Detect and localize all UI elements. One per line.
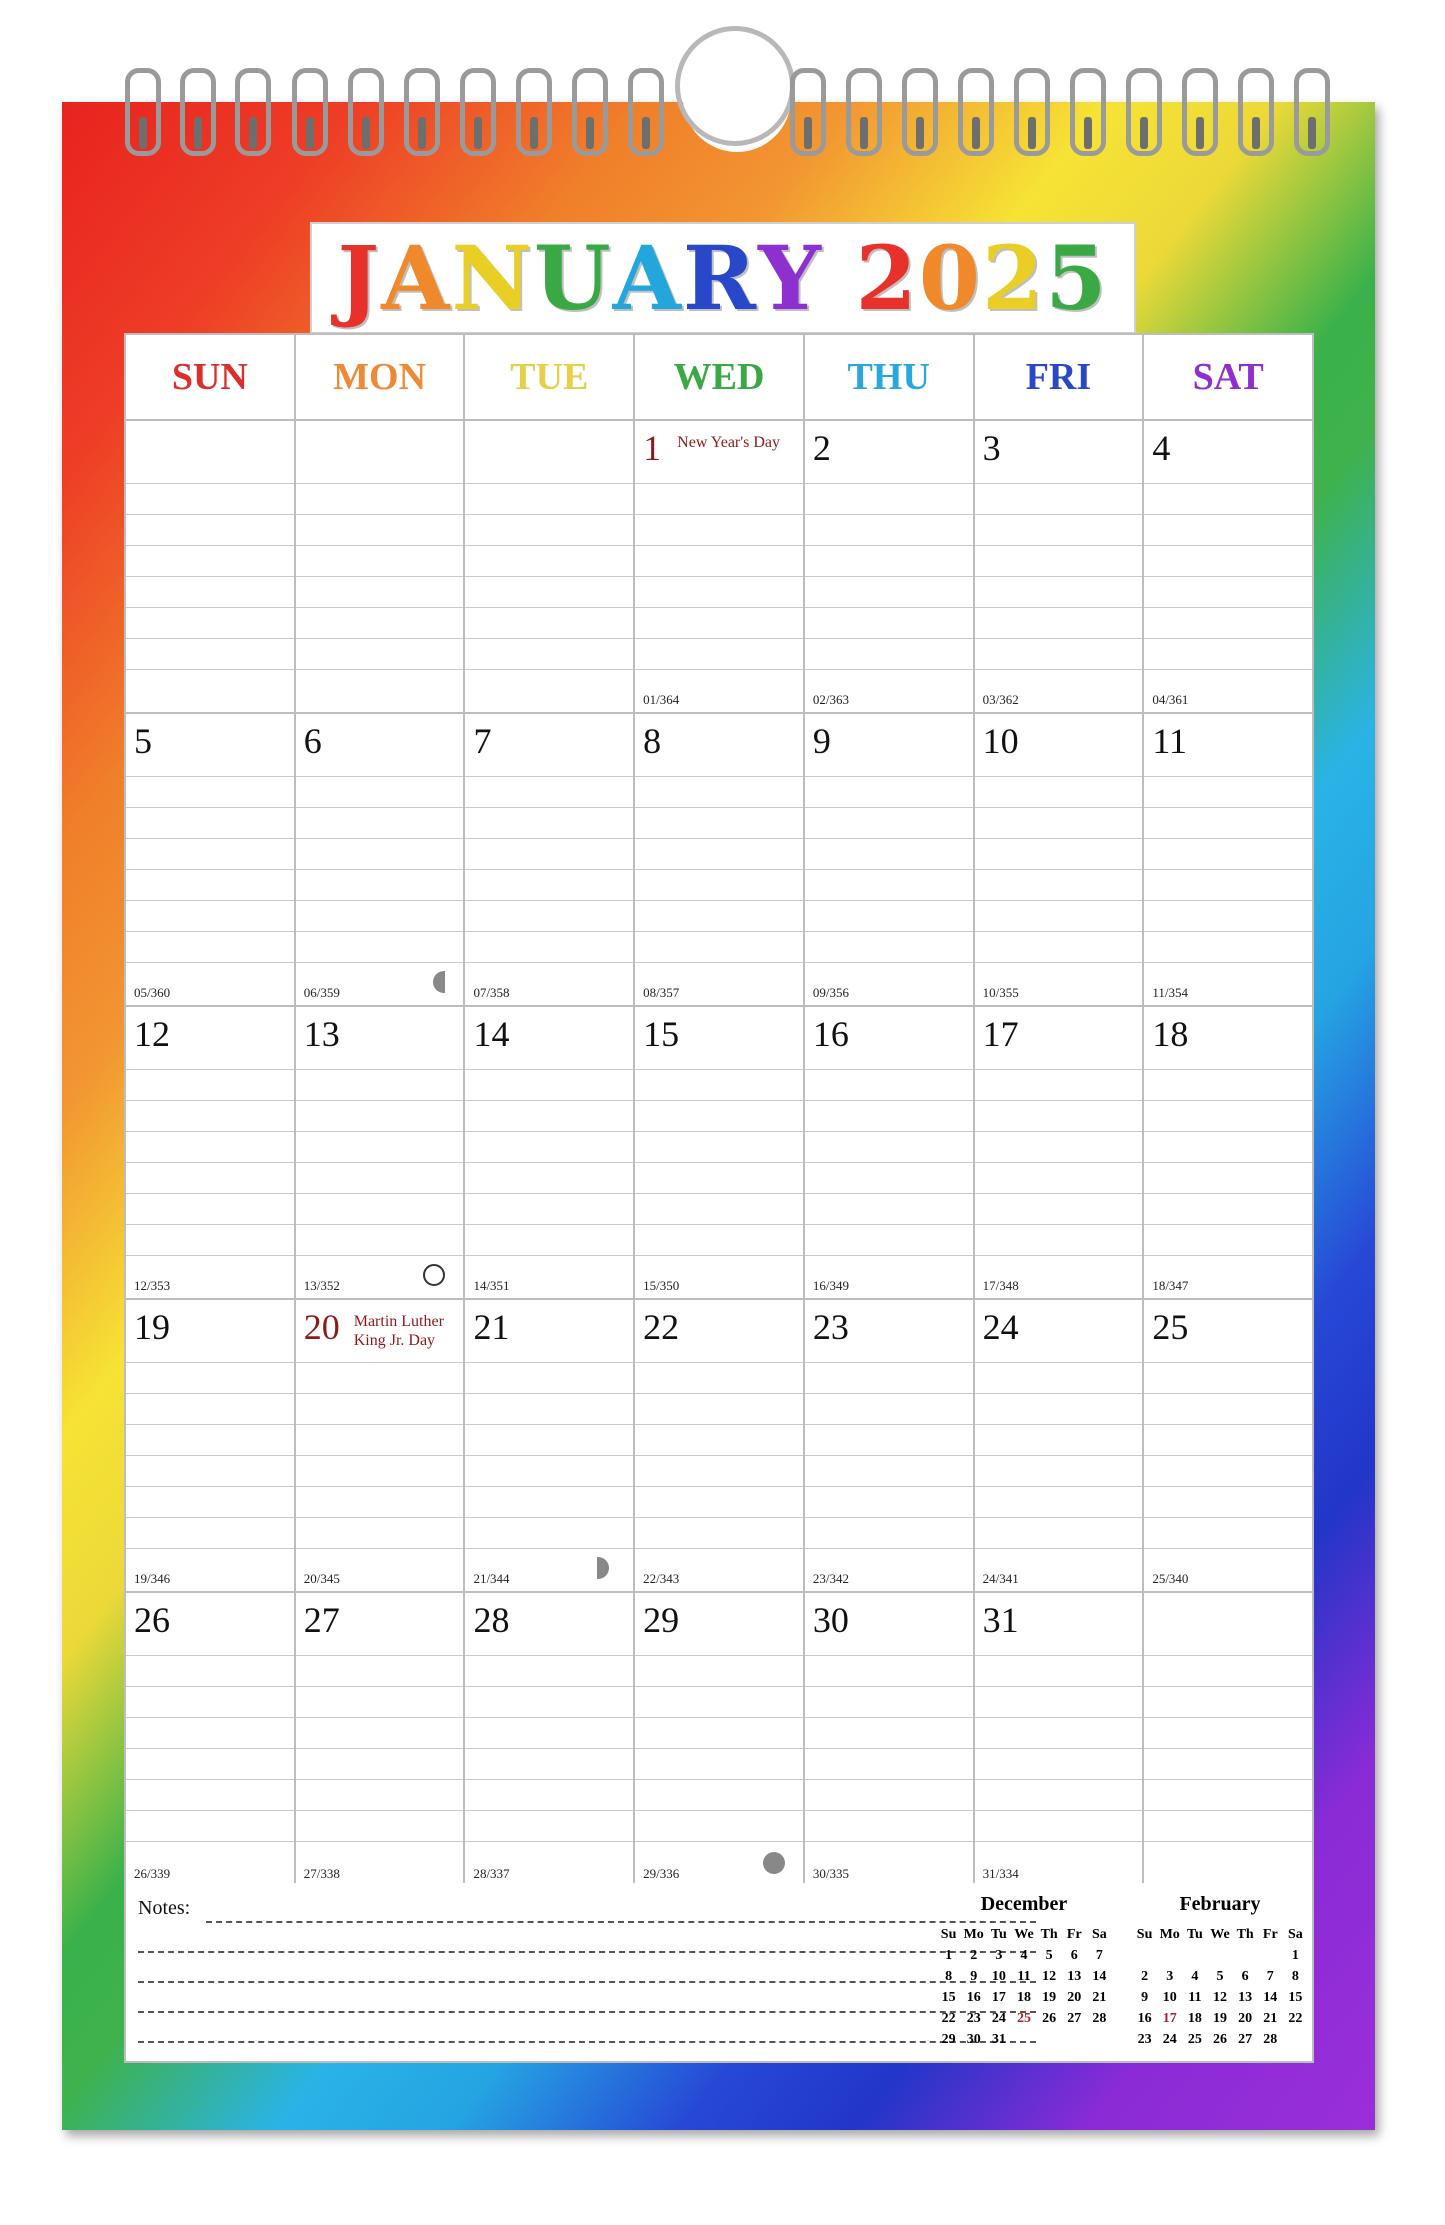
mini-day: 28 xyxy=(1263,2031,1278,2047)
binding-ring xyxy=(1294,68,1330,156)
day-cell-11[interactable] xyxy=(1144,714,1312,1005)
mini-day: 16 xyxy=(1137,2010,1152,2026)
mini-weekday-header: Tu xyxy=(1186,1926,1203,1942)
day-number: 21 xyxy=(473,1307,510,1347)
mini-day: 17 xyxy=(1162,2010,1177,2026)
mini-day: 1 xyxy=(945,1947,953,1963)
day-of-year-count: 20/345 xyxy=(303,1571,340,1586)
day-number: 4 xyxy=(1152,428,1171,468)
mini-day: 10 xyxy=(1162,1989,1177,2005)
day-of-year-count: 17/348 xyxy=(982,1278,1019,1293)
binding-ring xyxy=(235,68,271,156)
mini-day: 6 xyxy=(1070,1947,1078,1963)
binding-ring xyxy=(628,68,664,156)
day-number: 9 xyxy=(812,721,831,761)
mini-weekday-header: Sa xyxy=(1092,1926,1107,1942)
day-number: 22 xyxy=(643,1307,680,1347)
mini-day xyxy=(1011,2029,1036,2050)
notes-panel xyxy=(124,1883,1314,2063)
binding-ring xyxy=(1126,68,1162,156)
day-number: 19 xyxy=(134,1307,170,1347)
notes-line[interactable] xyxy=(138,2041,1036,2043)
day-cell-13[interactable] xyxy=(296,1007,466,1298)
binding-ring xyxy=(460,68,496,156)
binding-ring xyxy=(958,68,994,156)
title-letter: J xyxy=(337,226,382,330)
mini-day xyxy=(1087,2029,1112,2050)
mini-day: 6 xyxy=(1241,1968,1249,1984)
mini-day: 31 xyxy=(991,2031,1006,2047)
week-row xyxy=(126,1007,1312,1300)
mini-day: 18 xyxy=(1016,1989,1031,2005)
day-number: 12 xyxy=(134,1014,170,1054)
title-letter: 2 xyxy=(982,226,1046,330)
mini-day: 8 xyxy=(945,1968,953,1984)
day-cell-30[interactable] xyxy=(805,1593,975,1886)
mini-day: 11 xyxy=(1017,1968,1031,1984)
mini-day xyxy=(1258,1945,1283,1966)
day-cell-22[interactable] xyxy=(635,1300,805,1591)
day-cell-5[interactable] xyxy=(126,714,296,1005)
weekday-sun: SUN xyxy=(126,335,296,419)
mini-day xyxy=(1207,1945,1232,1966)
notes-line[interactable] xyxy=(138,2011,1036,2013)
day-number: 18 xyxy=(1152,1014,1189,1054)
day-number: 1 xyxy=(643,428,662,468)
mini-day: 28 xyxy=(1092,2010,1107,2026)
mini-weekday-header: Th xyxy=(1040,1926,1058,1942)
weekday-header-row xyxy=(126,335,1312,421)
empty-day-cell xyxy=(296,421,466,712)
day-of-year-count: 04/361 xyxy=(1152,692,1189,707)
day-number: 20 xyxy=(303,1307,340,1347)
day-cell-23[interactable] xyxy=(805,1300,975,1591)
week-row xyxy=(126,1593,1312,1886)
title-letter: A xyxy=(381,226,452,330)
title-letter: R xyxy=(682,226,759,330)
binding-ring xyxy=(404,68,440,156)
day-cell-20[interactable] xyxy=(296,1300,466,1591)
day-of-year-count: 11/354 xyxy=(1152,985,1188,1000)
empty-day-cell xyxy=(1144,1593,1312,1886)
mini-day: 30 xyxy=(966,2031,981,2047)
mini-day: 5 xyxy=(1216,1968,1224,1984)
mini-weekday-header: Mo xyxy=(1159,1926,1180,1942)
day-number: 2 xyxy=(812,428,831,468)
moon-full-icon xyxy=(423,1264,445,1286)
binding-ring xyxy=(348,68,384,156)
mini-day: 10 xyxy=(991,1968,1006,1984)
day-of-year-count: 14/351 xyxy=(473,1278,510,1293)
notes-label: Notes: xyxy=(138,1897,191,1919)
empty-day-cell xyxy=(465,421,635,712)
mini-day: 9 xyxy=(1141,1989,1149,2005)
mini-day: 22 xyxy=(1288,2010,1303,2026)
title-letter xyxy=(823,224,856,332)
mini-day xyxy=(1182,1945,1207,1966)
mini-weekday-header: Sa xyxy=(1288,1926,1303,1942)
mini-calendar-table xyxy=(1132,1924,1308,2050)
mini-day: 7 xyxy=(1095,1947,1103,1963)
day-of-year-count: 13/352 xyxy=(303,1278,340,1293)
day-of-year-count: 29/336 xyxy=(643,1866,680,1881)
weekday-tue: TUE xyxy=(465,335,635,419)
day-of-year-count: 01/364 xyxy=(643,692,680,707)
mini-day: 15 xyxy=(1288,1989,1303,2005)
mini-day: 15 xyxy=(941,1989,956,2005)
day-cell-29[interactable] xyxy=(635,1593,805,1886)
day-cell-4[interactable] xyxy=(1144,421,1312,712)
day-cell-15[interactable] xyxy=(635,1007,805,1298)
mini-calendar-december xyxy=(936,1893,1112,2050)
mini-day: 8 xyxy=(1291,1968,1299,1984)
binding-ring xyxy=(1070,68,1106,156)
day-cell-28[interactable] xyxy=(465,1593,635,1886)
day-of-year-count: 21/344 xyxy=(473,1571,510,1586)
mini-day: 26 xyxy=(1212,2031,1227,2047)
day-cell-24[interactable] xyxy=(975,1300,1145,1591)
mini-day: 18 xyxy=(1187,2010,1202,2026)
day-cell-25[interactable] xyxy=(1144,1300,1312,1591)
day-number: 30 xyxy=(812,1600,849,1640)
binding-ring xyxy=(1238,68,1274,156)
title-letter: 0 xyxy=(918,226,982,330)
day-cell-16[interactable] xyxy=(805,1007,975,1298)
month-title-box xyxy=(310,222,1136,334)
day-number: 23 xyxy=(812,1307,849,1347)
week-row xyxy=(126,421,1312,714)
day-number: 10 xyxy=(982,721,1019,761)
title-letter: N xyxy=(451,226,534,330)
mini-day: 5 xyxy=(1045,1947,1053,1963)
day-of-year-count: 15/350 xyxy=(643,1278,680,1293)
day-of-year-count: 09/356 xyxy=(812,985,849,1000)
mini-day: 12 xyxy=(1212,1989,1227,2005)
binding-ring xyxy=(516,68,552,156)
mini-day: 26 xyxy=(1042,2010,1057,2026)
mini-day xyxy=(1157,1945,1182,1966)
weekday-wed: WED xyxy=(635,335,805,419)
mini-day: 3 xyxy=(1166,1968,1174,1984)
mini-day: 20 xyxy=(1238,2010,1253,2026)
mini-weekday-header: We xyxy=(1210,1926,1230,1942)
mini-day: 22 xyxy=(941,2010,956,2026)
day-cell-2[interactable] xyxy=(805,421,975,712)
mini-calendar-february xyxy=(1132,1893,1308,2050)
week-row xyxy=(126,714,1312,1007)
mini-day: 9 xyxy=(970,1968,978,1984)
mini-day: 16 xyxy=(966,1989,981,2005)
binding-ring xyxy=(1014,68,1050,156)
weekday-thu: THU xyxy=(805,335,975,419)
holiday-label: New Year's Day xyxy=(677,434,781,451)
binding-ring xyxy=(572,68,608,156)
day-of-year-count: 27/338 xyxy=(303,1866,340,1881)
mini-day: 14 xyxy=(1263,1989,1278,2005)
day-cell-12[interactable] xyxy=(126,1007,296,1298)
week-row xyxy=(126,1300,1312,1593)
mini-day xyxy=(1283,2029,1308,2050)
weekday-fri: FRI xyxy=(975,335,1145,419)
day-cell-10[interactable] xyxy=(975,714,1145,1005)
mini-day: 24 xyxy=(1162,2031,1177,2047)
calendar-grid xyxy=(124,333,1314,1885)
mini-day: 24 xyxy=(991,2010,1006,2026)
day-number: 31 xyxy=(982,1600,1019,1640)
title-letter: Y xyxy=(758,226,823,330)
title-letter: U xyxy=(533,226,613,330)
mini-day: 19 xyxy=(1212,2010,1227,2026)
day-number: 29 xyxy=(643,1600,680,1640)
day-cell-31[interactable] xyxy=(975,1593,1145,1886)
mini-day: 11 xyxy=(1188,1989,1202,2005)
hanging-wire-icon xyxy=(675,26,795,146)
notes-line[interactable] xyxy=(206,1921,1036,1923)
mini-day: 27 xyxy=(1067,2010,1082,2026)
title-letter: A xyxy=(612,226,683,330)
day-number: 11 xyxy=(1152,721,1187,761)
day-number: 6 xyxy=(303,721,322,761)
day-cell-18[interactable] xyxy=(1144,1007,1312,1298)
mini-day: 13 xyxy=(1238,1989,1253,2005)
day-number: 3 xyxy=(982,428,1001,468)
mini-calendar-table xyxy=(936,1924,1112,2050)
mini-weekday-header: Th xyxy=(1236,1926,1254,1942)
mini-day: 23 xyxy=(966,2010,981,2026)
mini-day: 25 xyxy=(1016,2010,1031,2026)
binding-ring xyxy=(846,68,882,156)
day-cell-26[interactable] xyxy=(126,1593,296,1886)
day-number: 25 xyxy=(1152,1307,1189,1347)
mini-day: 29 xyxy=(941,2031,956,2047)
day-of-year-count: 23/342 xyxy=(812,1571,849,1586)
mini-weekday-header: Su xyxy=(940,1926,957,1942)
weekday-mon: MON xyxy=(296,335,466,419)
day-of-year-count: 31/334 xyxy=(982,1866,1019,1881)
day-cell-14[interactable] xyxy=(465,1007,635,1298)
month-title xyxy=(312,224,1134,332)
day-number: 27 xyxy=(303,1600,340,1640)
day-of-year-count: 05/360 xyxy=(134,985,171,1000)
day-number: 17 xyxy=(982,1014,1019,1054)
day-number: 28 xyxy=(473,1600,510,1640)
day-cell-3[interactable] xyxy=(975,421,1145,712)
day-number: 16 xyxy=(812,1014,849,1054)
mini-day: 4 xyxy=(1191,1968,1199,1984)
moon-new-icon xyxy=(763,1852,785,1874)
day-cell-17[interactable] xyxy=(975,1007,1145,1298)
mini-weekday-header: Su xyxy=(1136,1926,1153,1942)
mini-day: 25 xyxy=(1187,2031,1202,2047)
day-of-year-count: 07/358 xyxy=(473,985,510,1000)
day-of-year-count: 16/349 xyxy=(812,1278,849,1293)
mini-weekday-header: Fr xyxy=(1066,1926,1082,1942)
day-number: 8 xyxy=(643,721,662,761)
day-of-year-count: 26/339 xyxy=(134,1866,171,1881)
day-of-year-count: 18/347 xyxy=(1152,1278,1189,1293)
day-number: 13 xyxy=(303,1014,340,1054)
binding-ring xyxy=(125,68,161,156)
day-number: 7 xyxy=(473,721,492,761)
day-cell-9[interactable] xyxy=(805,714,975,1005)
mini-day: 21 xyxy=(1263,2010,1278,2026)
day-of-year-count: 22/343 xyxy=(643,1571,680,1586)
mini-day: 4 xyxy=(1020,1947,1028,1963)
mini-day: 3 xyxy=(995,1947,1003,1963)
mini-day xyxy=(1132,1945,1157,1966)
day-number: 14 xyxy=(473,1014,510,1054)
binding-ring xyxy=(292,68,328,156)
mini-day: 27 xyxy=(1238,2031,1253,2047)
day-cell-7[interactable] xyxy=(465,714,635,1005)
mini-day: 23 xyxy=(1137,2031,1152,2047)
mini-day: 7 xyxy=(1266,1968,1274,1984)
day-of-year-count: 10/355 xyxy=(982,985,1019,1000)
mini-day: 2 xyxy=(1141,1968,1149,1984)
mini-day: 19 xyxy=(1042,1989,1057,2005)
notes-line[interactable] xyxy=(138,1981,1036,1983)
day-number: 5 xyxy=(134,721,152,761)
day-of-year-count: 30/335 xyxy=(812,1866,849,1881)
title-letter: 5 xyxy=(1045,226,1109,330)
binding-ring xyxy=(180,68,216,156)
weekday-sat: SAT xyxy=(1192,356,1264,398)
moon-last-icon xyxy=(433,971,445,993)
day-of-year-count: 24/341 xyxy=(982,1571,1019,1586)
binding-ring xyxy=(1182,68,1218,156)
mini-day: 13 xyxy=(1067,1968,1082,1984)
holiday-label: Martin Luther King Jr. Day xyxy=(353,1313,444,1349)
day-cell-21[interactable] xyxy=(465,1300,635,1591)
mini-calendar-title: February xyxy=(1179,1893,1261,1915)
day-of-year-count: 08/357 xyxy=(643,985,680,1000)
mini-day: 17 xyxy=(991,1989,1006,2005)
mini-day: 21 xyxy=(1092,1989,1107,2005)
binding-ring xyxy=(902,68,938,156)
day-cell-6[interactable] xyxy=(296,714,466,1005)
day-number: 15 xyxy=(643,1014,680,1054)
binding-ring xyxy=(790,68,826,156)
mini-day xyxy=(1037,2029,1062,2050)
day-of-year-count: 28/337 xyxy=(473,1866,510,1881)
day-cell-19[interactable] xyxy=(126,1300,296,1591)
title-letter: 2 xyxy=(855,226,919,330)
day-cell-8[interactable] xyxy=(635,714,805,1005)
day-of-year-count: 03/362 xyxy=(982,692,1019,707)
mini-weekday-header: Mo xyxy=(963,1926,984,1942)
mini-day: 20 xyxy=(1067,1989,1082,2005)
empty-day-cell xyxy=(126,421,296,712)
notes-line[interactable] xyxy=(138,1951,1036,1953)
day-cell-1[interactable] xyxy=(635,421,805,712)
day-of-year-count: 02/363 xyxy=(812,692,849,707)
day-of-year-count: 19/346 xyxy=(134,1571,171,1586)
day-cell-27[interactable] xyxy=(296,1593,466,1886)
day-of-year-count: 12/353 xyxy=(134,1278,171,1293)
mini-calendar-title: December xyxy=(980,1893,1068,1915)
mini-day: 14 xyxy=(1092,1968,1107,1984)
mini-day: 2 xyxy=(970,1947,978,1963)
mini-day: 1 xyxy=(1291,1947,1299,1963)
mini-day xyxy=(1062,2029,1087,2050)
mini-weekday-header: Fr xyxy=(1262,1926,1278,1942)
day-of-year-count: 06/359 xyxy=(303,985,340,1000)
mini-weekday-header: We xyxy=(1014,1926,1034,1942)
mini-day xyxy=(1233,1945,1258,1966)
day-number: 24 xyxy=(982,1307,1019,1347)
mini-weekday-header: Tu xyxy=(990,1926,1007,1942)
day-number: 26 xyxy=(134,1600,170,1640)
moon-first-icon xyxy=(597,1557,609,1579)
mini-day: 12 xyxy=(1042,1968,1057,1984)
day-of-year-count: 25/340 xyxy=(1152,1571,1189,1586)
